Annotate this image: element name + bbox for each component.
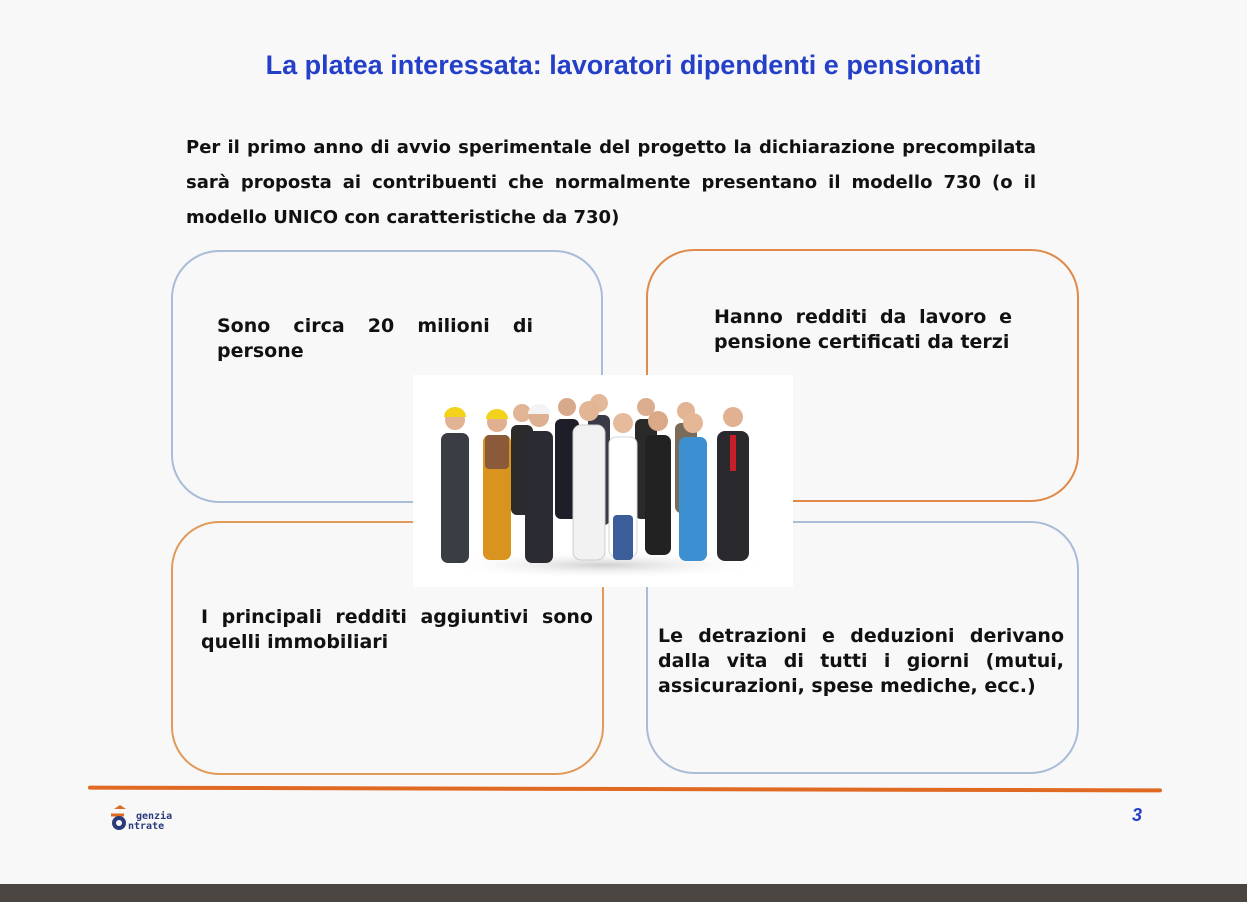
person-manager (717, 407, 749, 561)
bottom-bar (0, 884, 1247, 902)
intro-paragraph: Per il primo anno di avvio sperimentale del progetto la dichiarazione precompilata sarà proposta ai contribuenti che normalmente presentano il modello 730 (o il modello UNICO con caratteristiche da 730) (186, 137, 1036, 228)
box-bottom-left-text: I principali redditi aggiuntivi sono quelli immobiliari (201, 606, 593, 653)
person-welder (441, 407, 469, 563)
box-top-left-text: Sono circa 20 milioni di persone (217, 315, 533, 362)
workers-illustration (413, 375, 793, 587)
box-top-right-text: Hanno redditi da lavoro e pensione certificati da terzi (714, 306, 1012, 353)
page-number: 3 (1132, 805, 1143, 825)
workers-group-photo (413, 375, 793, 587)
logo-line-2: ntrate (128, 821, 165, 832)
person-nurse (609, 413, 637, 560)
box-bottom-right-text: Le detrazioni e deduzioni derivano dalla vita di tutti i giorni (mutui, assicurazioni, spese mediche, ecc.) (658, 625, 1064, 697)
footer-rule (88, 786, 1162, 793)
agenzia-entrate-logo (108, 803, 198, 835)
person-builder (483, 409, 511, 560)
logo-line-1: genzia (136, 811, 173, 822)
slide-title: La platea interessata: lavoratori dipendenti e pensionati (265, 50, 982, 80)
